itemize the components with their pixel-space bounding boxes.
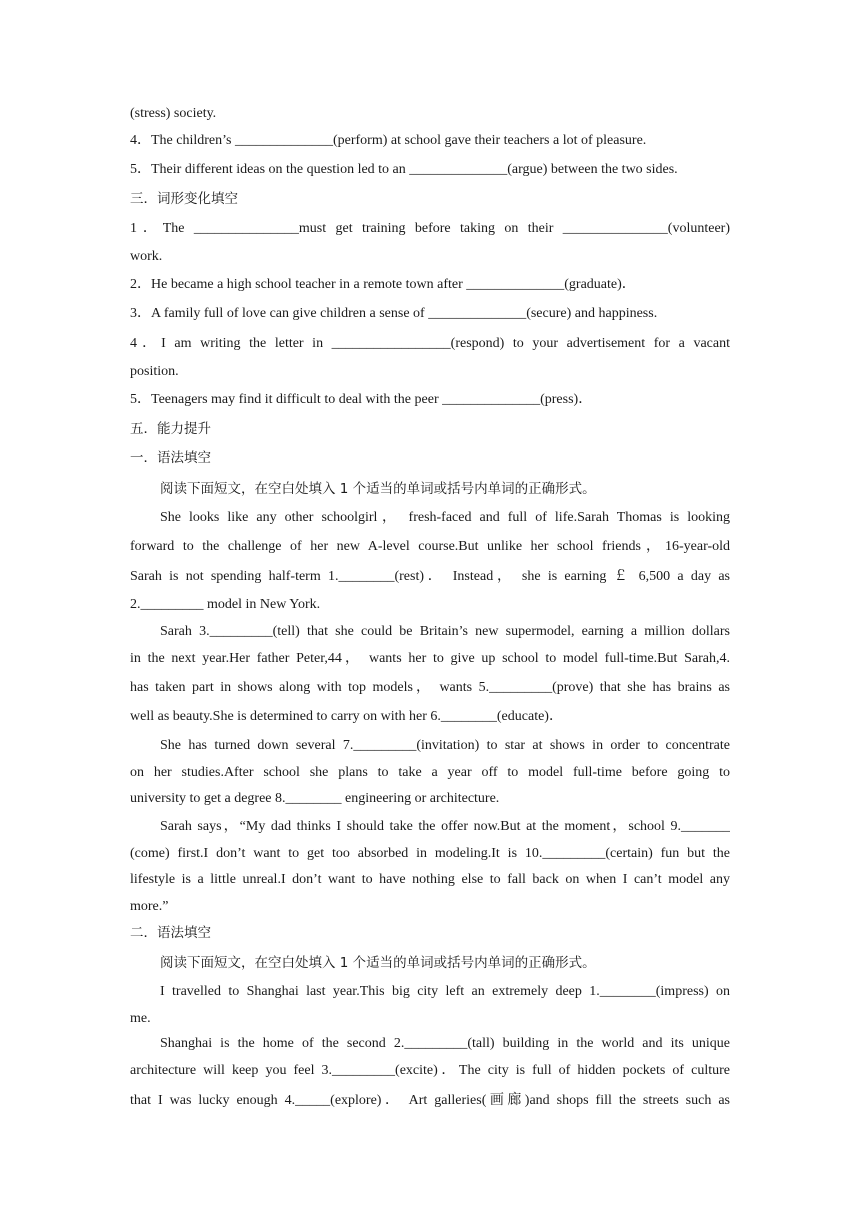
section-heading: 三．词形变化填空 bbox=[130, 191, 238, 207]
instruction-line: 阅读下面短文，在空白处填入 1 个适当的单词或括号内单词的正确形式。 bbox=[160, 481, 596, 497]
passage-line: in the next year.Her father Peter,44， wants her to give up school to model full-time.But Sarah,4. bbox=[130, 651, 730, 666]
passage-line: architecture will keep you feel 3._________(excite)．The city is full of hidden pockets of culture bbox=[130, 1063, 730, 1078]
text-line: (stress) society. bbox=[130, 106, 217, 121]
passage-line: lifestyle is a little unreal.I don’t want to have nothing else to fall back on when I can’t model any bbox=[130, 872, 730, 887]
passage-line: well as beauty.She is determined to carry on with her 6.________(educate)． bbox=[130, 709, 563, 724]
passage-line: Sarah says，“My dad thinks I should take the offer now.But at the moment，school 9._______ bbox=[160, 819, 730, 834]
passage-line: She has turned down several 7._________(invitation) to star at shows in order to concentrate bbox=[160, 738, 730, 753]
text-line: position. bbox=[130, 364, 179, 379]
question-line: 1．The _______________must get training before taking on their _______________(volunteer) bbox=[130, 221, 730, 236]
section-heading: 一．语法填空 bbox=[130, 450, 211, 466]
passage-line: has taken part in shows along with top models， wants 5._________(prove) that she has brains as bbox=[130, 680, 730, 695]
passage-line: She looks like any other schoolgirl， fresh-faced and full of life.Sarah Thomas is looking bbox=[160, 510, 730, 525]
passage-line: 2._________ model in New York. bbox=[130, 597, 321, 612]
question-line: 4．I am writing the letter in _________________(respond) to your advertisement for a vacant bbox=[130, 336, 730, 351]
question-line: 2．He became a high school teacher in a remote town after ______________(graduate)． bbox=[130, 277, 636, 292]
passage-line: Shanghai is the home of the second 2._________(tall) building in the world and its unique bbox=[160, 1036, 730, 1051]
passage-line: I travelled to Shanghai last year.This big city left an extremely deep 1.________(impress) on bbox=[160, 984, 730, 999]
passage-line: university to get a degree 8.________ engineering or architecture. bbox=[130, 791, 500, 806]
question-line: 5．Teenagers may find it difficult to deal with the peer ______________(press)． bbox=[130, 392, 593, 407]
section-heading: 二．语法填空 bbox=[130, 925, 211, 941]
passage-line: on her studies.After school she plans to take a year off to model full-time before going to bbox=[130, 765, 730, 780]
question-line: 5．Their different ideas on the question led to an ______________(argue) between the two sides. bbox=[130, 162, 678, 177]
passage-line: Sarah is not spending half-term 1.________(rest)． Instead， she is earning ￡ 6,500 a day as bbox=[130, 569, 730, 584]
question-line: 4．The children’s ______________(perform) at school gave their teachers a lot of pleasure. bbox=[130, 133, 647, 148]
section-heading: 五．能力提升 bbox=[130, 421, 211, 437]
question-line: 3．A family full of love can give children a sense of ______________(secure) and happiness. bbox=[130, 306, 658, 321]
passage-line: forward to the challenge of her new A-level course.But unlike her school friends，16-year-old bbox=[130, 539, 730, 554]
passage-line: Sarah 3._________(tell) that she could be Britain’s new supermodel, earning a million dollars bbox=[160, 624, 730, 639]
passage-line: that I was lucky enough 4._____(explore)． Art galleries(画廊)and shops fill the streets such as bbox=[130, 1093, 730, 1108]
passage-line: me. bbox=[130, 1011, 151, 1026]
instruction-line: 阅读下面短文，在空白处填入 1 个适当的单词或括号内单词的正确形式。 bbox=[160, 955, 596, 971]
passage-line: more.” bbox=[130, 899, 169, 914]
passage-line: (come) first.I don’t want to get too absorbed in modeling.It is 10._________(certain) fun but the bbox=[130, 846, 730, 861]
text-line: work. bbox=[130, 249, 163, 264]
